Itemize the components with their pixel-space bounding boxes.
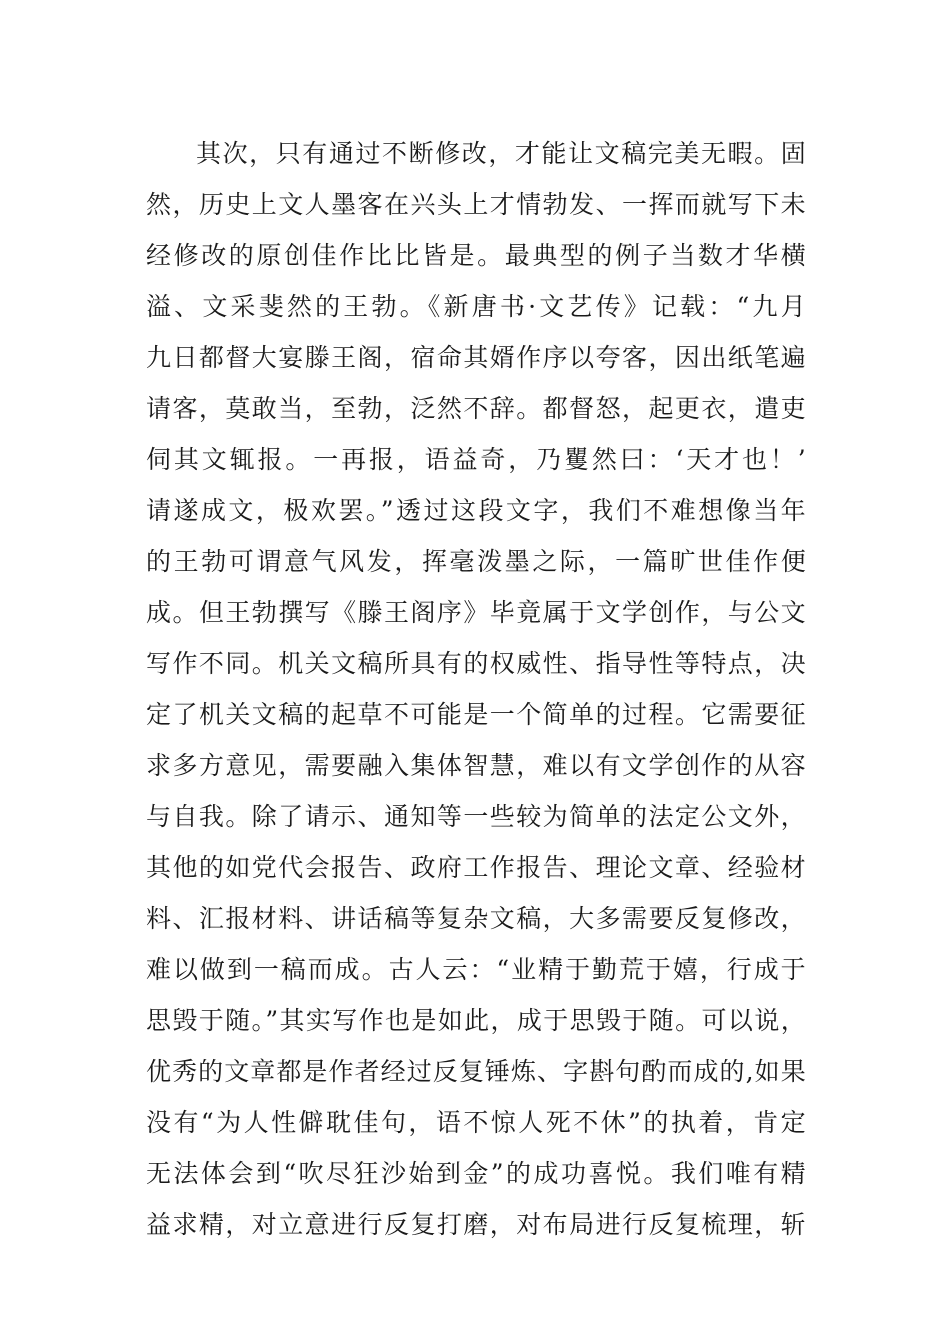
paragraph-line: 无法体会到“吹尽狂沙始到金”的成功喜悦。我们唯有精 [146, 1159, 806, 1188]
paragraph-line: 伺其文辄报。一再报，语益奇，乃矍然曰：‘天才也！’ [146, 445, 806, 474]
paragraph-line: 成。但王勃撰写《滕王阁序》毕竟属于文学创作，与公文 [146, 598, 806, 627]
paragraph-line: 难以做到一稿而成。古人云：“业精于勤荒于嬉，行成于 [146, 955, 806, 984]
paragraph-line: 求多方意见，需要融入集体智慧，难以有文学创作的从容 [146, 751, 806, 780]
paragraph-line: 思毁于随。”其实写作也是如此，成于思毁于随。可以说， [146, 1006, 806, 1035]
paragraph-line: 写作不同。机关文稿所具有的权威性、指导性等特点，决 [146, 649, 806, 678]
paragraph-line: 定了机关文稿的起草不可能是一个简单的过程。它需要征 [146, 700, 806, 729]
paragraph-line: 经修改的原创佳作比比皆是。最典型的例子当数才华横 [146, 241, 806, 270]
paragraph-line: 益求精，对立意进行反复打磨，对布局进行反复梳理，斩 [146, 1210, 806, 1239]
paragraph-line: 其他的如党代会报告、政府工作报告、理论文章、经验材 [146, 853, 806, 882]
paragraph-line: 优秀的文章都是作者经过反复锤炼、字斟句酌而成的,如果 [146, 1057, 806, 1086]
paragraph-line: 的王勃可谓意气风发，挥毫泼墨之际，一篇旷世佳作便 [146, 547, 806, 576]
paragraph-line: 请客，莫敢当，至勃，泛然不辞。都督怒，起更衣，遣吏 [146, 394, 806, 423]
paragraph-line: 请遂成文，极欢罢。”透过这段文字，我们不难想像当年 [146, 496, 806, 525]
paragraph-line: 料、汇报材料、讲话稿等复杂文稿，大多需要反复修改， [146, 904, 806, 933]
paragraph-line: 没有“为人性僻耽佳句，语不惊人死不休”的执着，肯定 [146, 1108, 806, 1137]
paragraph-line: 九日都督大宴滕王阁，宿命其婿作序以夸客，因出纸笔遍 [146, 343, 806, 372]
paragraph-line: 其次，只有通过不断修改，才能让文稿完美无暇。固 [196, 139, 806, 168]
paragraph-line: 溢、文采斐然的王勃。《新唐书·文艺传》记载：“九月 [146, 292, 806, 321]
paragraph-line: 与自我。除了请示、通知等一些较为简单的法定公文外， [146, 802, 806, 831]
body-paragraph [146, 128, 806, 1250]
paragraph-line: 然，历史上文人墨客在兴头上才情勃发、一挥而就写下未 [146, 190, 806, 219]
